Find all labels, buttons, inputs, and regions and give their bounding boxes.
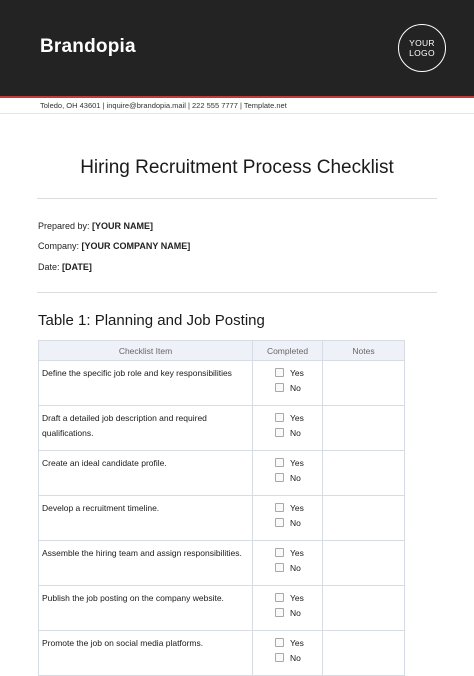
checklist-item: Define the specific job role and key responsibilities [42,368,232,378]
contact-divider [0,113,474,114]
column-header-completed: Completed [253,341,323,361]
logo-line-2: LOGO [409,48,435,58]
option-label: Yes [290,457,304,468]
option-label: Yes [290,592,304,603]
column-header-item: Checklist Item [39,341,253,361]
checkbox[interactable] [275,458,284,467]
option-label: Yes [290,637,304,648]
prepared-by-field [38,221,153,231]
completed-yes[interactable] [253,365,322,380]
completed-no[interactable] [253,605,322,620]
table-row [39,631,405,676]
completed-no[interactable] [253,560,322,575]
date-field [38,262,92,272]
option-label: Yes [290,502,304,513]
company-field [38,241,190,251]
field-label: Date: [38,262,60,272]
table-row [39,586,405,631]
checkbox[interactable] [275,413,284,422]
checkbox[interactable] [275,563,284,572]
checkbox[interactable] [275,368,284,377]
checkbox[interactable] [275,638,284,647]
checkbox[interactable] [275,473,284,482]
notes-cell[interactable] [323,496,405,541]
option-label: Yes [290,367,304,378]
option-label: No [290,652,301,663]
table-title: Table 1: Planning and Job Posting [38,312,265,329]
completed-yes[interactable] [253,635,322,650]
field-label: Company: [38,241,80,251]
field-label: Prepared by: [38,221,90,231]
option-label: No [290,562,301,573]
table-row [39,361,405,406]
option-label: No [290,517,301,528]
table-row [39,406,405,451]
notes-cell[interactable] [323,586,405,631]
logo-placeholder [398,24,446,72]
checkbox[interactable] [275,503,284,512]
checklist-item: Create an ideal candidate profile. [42,458,167,468]
checkbox[interactable] [275,383,284,392]
checkbox[interactable] [275,653,284,662]
field-value: [YOUR COMPANY NAME] [81,241,191,251]
option-label: No [290,607,301,618]
brand-name: Brandopia [40,36,136,57]
fields-divider [37,292,437,293]
completed-no[interactable] [253,425,322,440]
table-row [39,451,405,496]
completed-yes[interactable] [253,410,322,425]
checkbox[interactable] [275,548,284,557]
logo-line-1: YOUR [409,38,435,48]
column-header-notes: Notes [323,341,405,361]
field-value: [YOUR NAME] [92,221,154,231]
document-title: Hiring Recruitment Process Checklist [80,157,394,178]
completed-yes[interactable] [253,545,322,560]
option-label: No [290,382,301,393]
notes-cell[interactable] [323,361,405,406]
completed-no[interactable] [253,380,322,395]
title-divider [37,198,437,199]
notes-cell[interactable] [323,451,405,496]
option-label: Yes [290,412,304,423]
notes-cell[interactable] [323,631,405,676]
checkbox[interactable] [275,593,284,602]
option-label: No [290,472,301,483]
completed-no[interactable] [253,515,322,530]
checklist-item: Draft a detailed job description and required qualifications. [42,413,207,438]
option-label: Yes [290,547,304,558]
completed-yes[interactable] [253,500,322,515]
letterhead [0,0,474,96]
checklist-item: Develop a recruitment timeline. [42,503,160,513]
notes-cell[interactable] [323,541,405,586]
field-value: [DATE] [62,262,92,272]
completed-yes[interactable] [253,455,322,470]
checklist-item: Assemble the hiring team and assign responsibilities. [42,548,242,558]
checklist-item: Promote the job on social media platforms. [42,638,204,648]
checkbox[interactable] [275,428,284,437]
option-label: No [290,427,301,438]
table-row [39,496,405,541]
checklist-item: Publish the job posting on the company website. [42,593,224,603]
completed-no[interactable] [253,650,322,665]
contact-info: Toledo, OH 43601 | inquire@brandopia.mail | 222 555 7777 | Template.net [40,101,287,110]
table-header-row [39,341,405,361]
checklist-table [38,340,405,676]
completed-no[interactable] [253,470,322,485]
notes-cell[interactable] [323,406,405,451]
table-row [39,541,405,586]
checkbox[interactable] [275,518,284,527]
completed-yes[interactable] [253,590,322,605]
accent-divider [0,96,474,98]
checkbox[interactable] [275,608,284,617]
